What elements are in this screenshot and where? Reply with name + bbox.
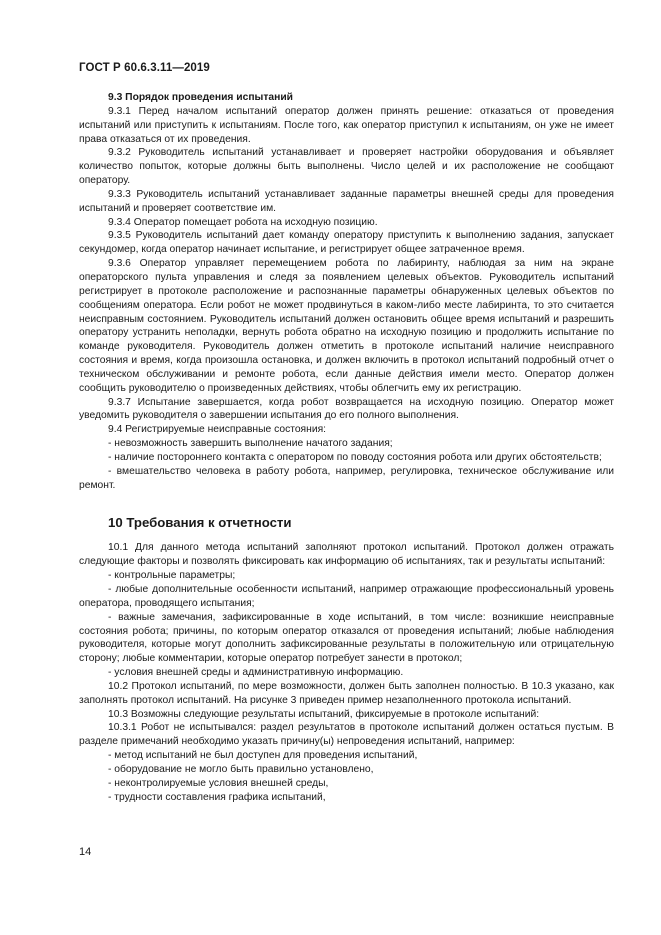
paragraph-9-3-4: 9.3.4 Оператор помещает робота на исходную позицию. (108, 216, 378, 228)
list-item: - метод испытаний не был доступен для проведения испытаний, (108, 750, 418, 762)
list-item: - трудности составления графика испытаний, (108, 791, 326, 803)
paragraph-9-3-6: 9.3.6 Оператор управляет перемещением робота по лабиринту, наблюдая за ним на экране операторского пульта управления и следя за появлением целевых объектов. Руководитель испытаний регистрирует в протоколе расположение и распознанные параметры обнаруженных целевых объектов по сообщениям оператора. Если робот не может продвинуться в каком-либо месте лабиринта, то это считается неисправным состоянием. Руководитель испытаний должен остановить общее время испытаний и разрешить оператору устранить неполадки, вернуть робота обратно на исходную позицию и продолжить испытание по команде руководителя. Руководитель должен отметить в протоколе испытаний наличие неисправного состояния и время, когда произошла остановка, и должен включить в протокол испытаний подробный отчет о техническом обслуживании и ремонте робота, если данные действия имели место. Оператор должен сообщить руководителю о произведенных действиях, чтобы облегчить ему их регистрацию. (79, 258, 614, 394)
paragraph-9-3-1: 9.3.1 Перед началом испытаний оператор должен принять решение: отказаться от проведения испытаний или приступить к испытаниям. После того, как оператор приступил к испытаниям, он уже не имеет права отказаться от их проведения. (79, 105, 614, 145)
paragraph-10-2: 10.2 Протокол испытаний, по мере возможности, должен быть заполнен полностью. В 10.3 указано, как заполнять протокол испытаний. На рисунке 3 приведен пример незаполненного протокола испытаний. (79, 680, 614, 706)
paragraph-10-3-1: 10.3.1 Робот не испытывался: раздел результатов в протоколе испытаний должен остаться пустым. В разделе примечаний необходимо указать причину(ы) непроведения испытаний, например: (79, 722, 614, 748)
subsection-heading-9-3: 9.3 Порядок проведения испытаний (108, 92, 293, 103)
list-item: - любые дополнительные особенности испытаний, например отражающие профессиональный уровень оператора, проводящего испытания; (79, 584, 614, 609)
standard-header: ГОСТ Р 60.6.3.11—2019 (79, 62, 210, 74)
paragraph-9-3-7: 9.3.7 Испытание завершается, когда робот возвращается на исходную позицию. Оператор может уведомить руководителя о завершении испытания до его полного выполнения. (79, 396, 614, 422)
list-item: - неконтролируемые условия внешней среды, (108, 777, 329, 789)
list-item: - условия внешней среды и административную информацию. (108, 667, 404, 679)
list-item: - невозможность завершить выполнение начатого задания; (108, 438, 393, 450)
list-item: - важные замечания, зафиксированные в ходе испытаний, в том числе: возникшие неисправные состояния робота; причины, по которым оператор отказался от проведения испытаний; любые наблюдения руководителя, которые могут дополнить зафиксированные результаты в положительную или отрицательную сторону; любые комментарии, которые оператор потребует занести в протокол; (79, 611, 614, 665)
paragraph-9-3-5: 9.3.5 Руководитель испытаний дает команду оператору приступить к выполнению задания, запускает секундомер, когда оператор начинает испытание, и регистрирует общее затраченное время. (79, 230, 614, 256)
paragraph-10-1: 10.1 Для данного метода испытаний заполняют протокол испытаний. Протокол должен отражать следующие факторы и позволять фиксировать как информацию об испытаниях, так и результаты испытаний: (79, 542, 614, 568)
list-item: - оборудование не могло быть правильно установлено, (108, 763, 374, 775)
paragraph-10-3: 10.3 Возможны следующие результаты испытаний, фиксируемые в протоколе испытаний: (108, 708, 540, 720)
list-item: - контрольные параметры; (108, 570, 236, 582)
list-item: - вмешательство человека в работу робота, например, регулировка, техническое обслуживание или ремонт. (79, 465, 614, 491)
list-item: - наличие постороннего контакта с оператором по поводу состояния робота или других обстоятельств; (108, 451, 602, 463)
paragraph-9-4: 9.4 Регистрируемые неисправные состояния: (108, 424, 327, 436)
section-heading-10: 10 Требования к отчетности (108, 515, 292, 531)
paragraph-9-3-2: 9.3.2 Руководитель испытаний устанавливает и проверяет настройки оборудования и объявляет количество попыток, которые должны быть выполнены. Число целей и их расположение не сообщают оператору. (79, 147, 614, 187)
page-number: 14 (79, 846, 92, 858)
paragraph-9-3-3: 9.3.3 Руководитель испытаний устанавливает заданные параметры внешней среды для проведения испытаний и проверяет соответствие им. (79, 188, 614, 214)
document-body (79, 91, 614, 805)
